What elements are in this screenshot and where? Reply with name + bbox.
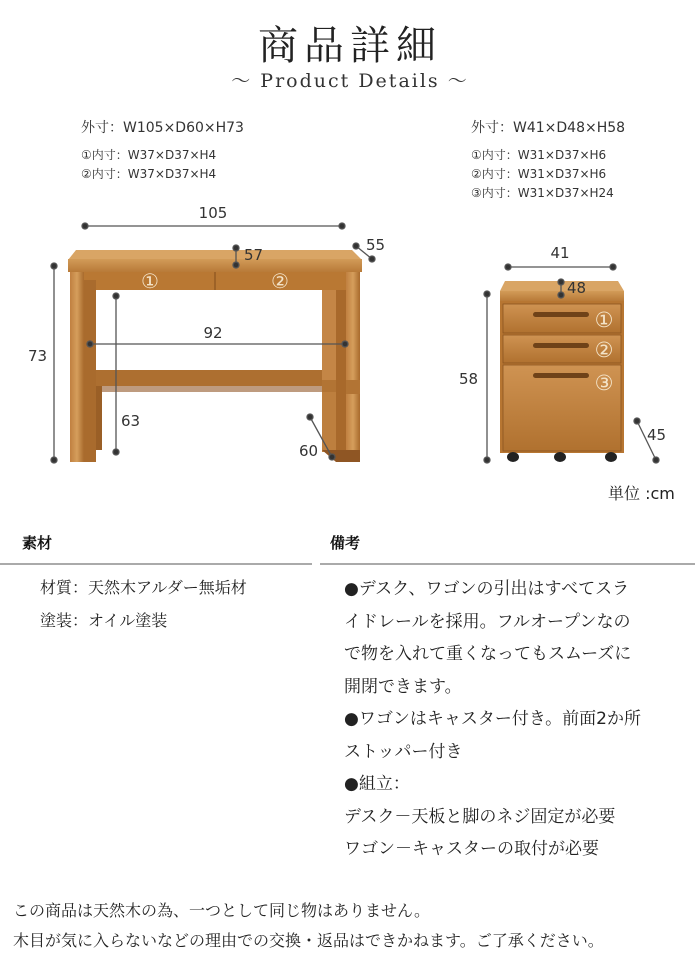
materials-heading: 素材: [22, 534, 53, 552]
caster-wheel: [605, 452, 617, 462]
wagon-width-label: 41: [550, 244, 570, 262]
footer-note-1: この商品は天然木の為、一つとして同じ物はありません。: [13, 901, 430, 920]
desk-stretcher: [96, 370, 322, 386]
wagon-outer-size: 外寸：W41×D48×H58: [471, 120, 626, 136]
desk-left-front-leg: [70, 272, 84, 462]
caster-wheel: [554, 452, 566, 462]
desk-leg-height-label: 63: [121, 412, 141, 430]
wagon-inner-size-3: ③内寸：W31×D37×H24: [471, 186, 614, 200]
desk-outer-size: 外寸：W105×D60×H73: [81, 120, 244, 136]
notes-body: [344, 573, 689, 866]
desk-depth-label: 60: [299, 442, 319, 460]
desk-top-surface: [68, 250, 362, 260]
finish-row: 塗装：オイル塗装: [40, 611, 168, 630]
wagon-drawer-marker-1: ①: [594, 308, 614, 332]
desk-height-label: 73: [28, 347, 48, 365]
desk-drawer-marker-2: ②: [271, 269, 289, 293]
notes-divider: [320, 563, 695, 565]
wagon-drawer-marker-3: ③: [594, 371, 614, 395]
caster-wheel: [507, 452, 519, 462]
wagon-inner-size-2: ②内寸：W31×D37×H6: [471, 167, 607, 181]
desk-drawer-marker-1: ①: [141, 269, 159, 293]
desk-right-front-leg: [346, 272, 360, 462]
notes-line: 開閉できます。: [344, 676, 462, 697]
desk-inner-width-label: 92: [203, 324, 223, 342]
desk-top-edge: [68, 259, 362, 272]
unit-label: 単位 :cm: [608, 484, 675, 503]
notes-line: ストッパー付き: [344, 741, 463, 762]
page-title: 商品詳細: [258, 23, 442, 69]
materials-divider: [0, 563, 312, 565]
desk-width-label: 105: [198, 204, 228, 222]
desk-drawer-depth-label: 57: [244, 246, 264, 264]
notes-line: ●デスク、ワゴンの引出はすべてスラ: [344, 579, 630, 599]
footer-note-2: 木目が気に入らないなどの理由での交換・返品はできかねます。ご了承ください。: [13, 931, 604, 950]
wagon-drawer-marker-2: ②: [594, 338, 614, 362]
notes-line: ワゴン－キャスターの取付が必要: [344, 839, 599, 859]
wagon-inner-size-1: ①内寸：W31×D37×H6: [471, 148, 607, 162]
desk-inner-size-2: ②内寸：W37×D37×H4: [81, 167, 217, 181]
notes-heading: 備考: [330, 534, 361, 552]
notes-line: で物を入れて重くなってもスムーズに: [344, 644, 632, 664]
desk-top-depth-label: 55: [366, 236, 386, 254]
material-row: 材質：天然木アルダー無垢材: [40, 578, 247, 597]
wagon-depth-label: 45: [647, 426, 667, 444]
wagon-top-depth-label: 48: [567, 279, 587, 297]
wagon-height-label: 58: [459, 370, 479, 388]
page-subtitle: ～ Product Details ～: [231, 70, 469, 92]
notes-line: ●組立：: [344, 774, 410, 794]
notes-line: イドレールを採用。フルオープンなの: [344, 611, 631, 632]
notes-line: ●ワゴンはキャスター付き。前面2か所: [344, 709, 641, 729]
notes-line: デスク－天板と脚のネジ固定が必要: [344, 806, 616, 827]
desk-inner-size-1: ①内寸：W37×D37×H4: [81, 148, 217, 162]
